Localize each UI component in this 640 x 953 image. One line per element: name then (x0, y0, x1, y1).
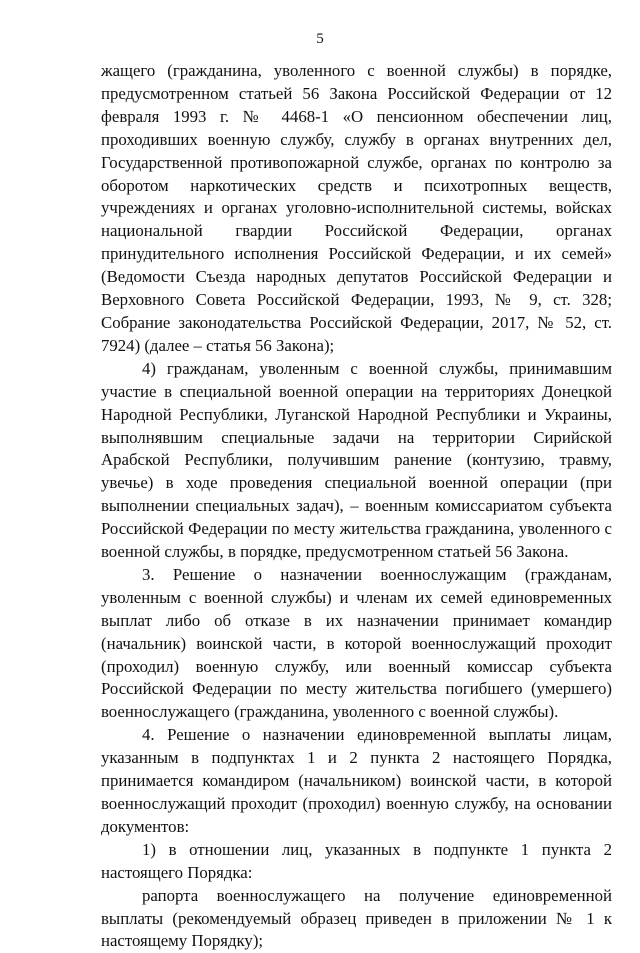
paragraph-report-request: рапорта военнослужащего на получение единовременной выплаты (рекомендуемый образец приведен в приложении № 1 к настоящему Порядку); (101, 885, 612, 951)
paragraph-continuation-article-56: жащего (гражданина, уволенного с военной службы) в порядке, предусмотренном статьей 56 Закона Российской Федерации от 12 февраля 1993 г. № 4468-1 «О пенсионном обеспечении лиц, проходивших военную службу, службу в органах внутренних дел, Государственной противопожарной службе, органах по контролю за оборотом наркотических средств и психотропных веществ, учреждениях и органах уголовно-исполнительной системы, войсках национальной гвардии Российской Федерации, органах принудительного исполнения Российской Федерации, и их семей» (Ведомости Съезда народных депутатов Российской Федерации и Верховного Совета Российской Федерации, 1993, № 9, ст. 328; Собрание законодательства Российской Федерации, 2017, № 52, ст. 7924) (далее – статья 56 Закона); (101, 61, 612, 355)
paragraph-section-4: 4. Решение о назначении единовременной выплаты лицам, указанным в подпунктах 1 и 2 пункта 2 настоящего Порядка, принимается командиром (начальником) воинской части, в которой военнослужащий проходит (проходил) военную службу, на основании документов: (101, 725, 612, 836)
document-body (101, 60, 612, 953)
paragraph-item-4: 4) гражданам, уволенным с военной службы, принимавшим участие в специальной военной операции на территориях Донецкой Народной Республики, Луганской Народной Республики и Украины, выполнявшим специальные задачи на территории Сирийской Арабской Республики, получившим ранение (контузию, травму, увечье) в ходе проведения специальной военной операции (при выполнении специальных задач), – военным комиссариатом субъекта Российской Федерации по месту жительства гражданина, уволенного с военной службы, в порядке, предусмотренном статьей 56 Закона. (101, 358, 612, 562)
paragraph-subitem-1: 1) в отношении лиц, указанных в подпункте 1 пункта 2 настоящего Порядка: (101, 839, 612, 882)
paragraph-section-3: 3. Решение о назначении военнослужащим (гражданам, уволенным с военной службы) и членам их семей единовременных выплат либо об отказе в их назначении принимает командир (начальник) воинской части, в которой военнослужащий проходит (проходил) военную службу, или военный комиссар субъекта Российской Федерации по месту жительства погибшего (умершего) военнослужащего (гражданина, уволенного с военной службы). (101, 564, 612, 722)
page-number: 5 (316, 31, 324, 47)
